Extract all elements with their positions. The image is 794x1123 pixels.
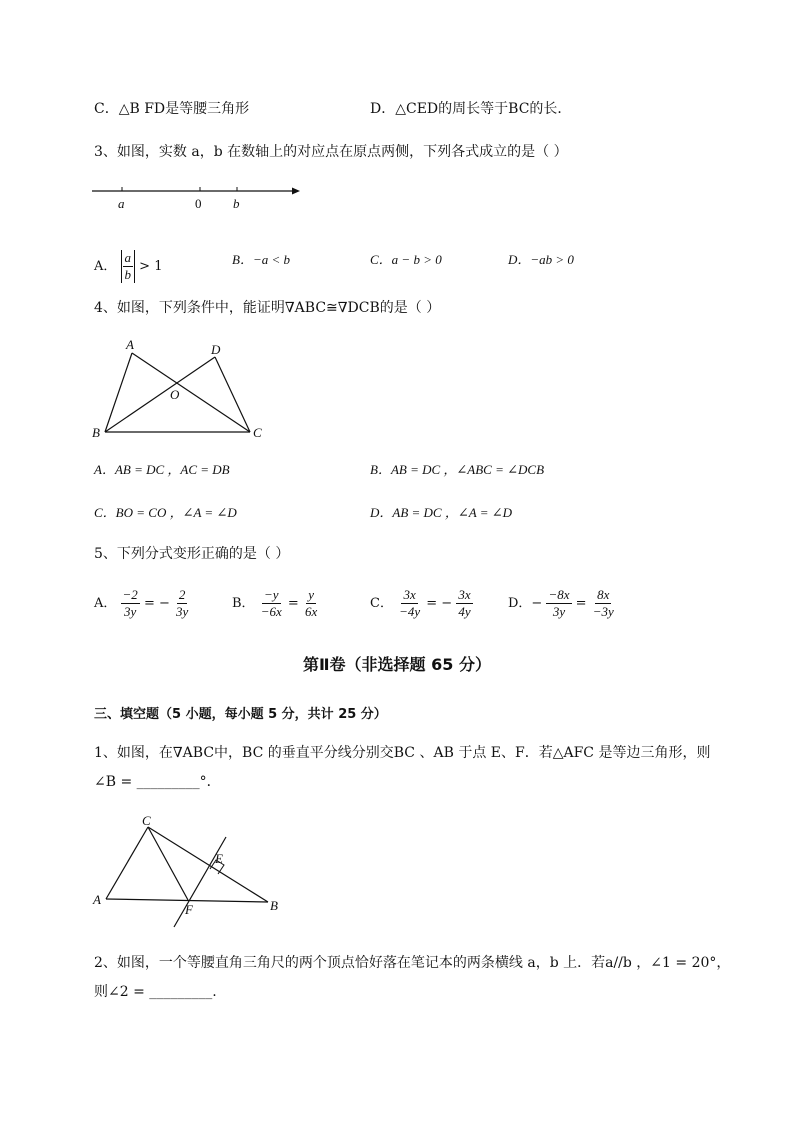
segment-CB [148, 827, 268, 902]
q3-stem: 3、如图，实数 a，b 在数轴上的对应点在原点两侧，下列各式成立的是（ ） [94, 144, 568, 160]
q3-option-a-den: b [124, 267, 132, 282]
q4-figure [90, 335, 280, 445]
q5-option-a-mid: = − [143, 596, 170, 611]
label-B: B [92, 425, 100, 440]
segment-AC [132, 353, 250, 432]
number-line-figure [90, 180, 310, 215]
q4-stem: 4、如图，下列条件中，能证明∇ABC≅∇DCB的是（ ） [94, 300, 441, 316]
f1-figure [90, 815, 290, 935]
q5-option-d [508, 587, 616, 620]
section3-heading: 三、填空题（5 小题，每小题 5 分，共计 25 分） [94, 707, 387, 722]
f2-stem-line1: 2、如图，一个等腰直角三角尺的两个顶点恰好落在笔记本的两条横线 a，b 上．若a//b ，∠1 = 20°， [94, 955, 731, 971]
q3-option-a [94, 250, 162, 283]
segment-DB [105, 357, 215, 432]
q5-option-a-prefix: A． [94, 596, 117, 611]
q2-option-c: C．△B FD是等腰三角形 [94, 101, 250, 117]
q3-option-a-suffix: > 1 [139, 259, 163, 274]
label-A: A [126, 337, 134, 352]
label-C: C [142, 813, 151, 828]
number-line-arrow [292, 188, 300, 195]
label-B: B [270, 898, 278, 913]
q5-stem: 5、下列分式变形正确的是（ ） [94, 546, 290, 562]
part2-title: 第Ⅱ卷（非选择题 65 分） [303, 655, 491, 674]
q5-option-b-rhs: $\frac{y}{6x}$ [304, 587, 318, 619]
q5-option-c-rhs: $\frac{3x}{4y}$ [458, 587, 471, 619]
q3-option-b: B．−a < b [232, 252, 290, 267]
segment-AB [105, 353, 132, 432]
label-E: E [215, 851, 223, 866]
label-C: C [253, 425, 262, 440]
label-D: D [211, 342, 221, 357]
q5-option-b-mid: = [287, 596, 299, 611]
q5-option-a-lhs: $\frac{-2}{3y}$ [122, 587, 138, 619]
q5-option-c-lhs: $\frac{3x}{-4y}$ [399, 587, 421, 619]
q5-option-c-mid: = − [426, 596, 453, 611]
q2-option-d: D．△CED的周长等于BC的长． [370, 101, 572, 117]
q5-option-c [370, 587, 473, 620]
f2-stem-line2: 则∠2 = _________. [94, 984, 217, 1000]
q5-option-d-rhs: $\frac{8x}{-3y}$ [592, 587, 614, 619]
q5-option-d-lhs: $\frac{-8x}{3y}$ [548, 587, 570, 619]
q5-option-b-lhs: $\frac{-y}{-6x}$ [260, 587, 282, 619]
q5-option-b-prefix: B． [232, 596, 255, 611]
label-A: A [93, 892, 101, 907]
label-a: a [118, 196, 125, 211]
q5-option-b [232, 587, 319, 620]
q3-option-d: D．−ab > 0 [508, 252, 574, 267]
label-zero: 0 [195, 196, 202, 211]
q4-option-c: C．BO = CO ，∠A = ∠D [94, 505, 237, 520]
q3-option-c: C．a − b > 0 [370, 252, 442, 267]
segment-CF [148, 827, 188, 900]
q3-option-a-prefix: A． [94, 259, 117, 274]
f1-stem-line2: ∠B = _________°． [94, 774, 221, 790]
label-F: F [185, 902, 193, 917]
q5-option-d-mid: = [575, 596, 587, 611]
label-b: b [233, 196, 240, 211]
q4-option-b: B．AB = DC ，∠ABC = ∠DCB [370, 462, 545, 477]
q4-option-d: D．AB = DC ，∠A = ∠D [370, 505, 513, 520]
segment-CA [106, 827, 148, 899]
label-O: O [170, 387, 180, 402]
q5-option-a [94, 587, 190, 620]
q3-option-a-num: a [124, 250, 132, 265]
q3-option-a-fraction [123, 250, 134, 283]
q5-option-c-prefix: C． [370, 596, 393, 611]
f1-stem-line1: 1、如图，在∇ABC中，BC 的垂直平分线分别交BC 、AB 于点 E、F．若△AFC 是等边三角形，则 [94, 745, 711, 761]
q4-option-a: A．AB = DC ，AC = DB [94, 462, 230, 477]
q5-option-a-rhs: $\frac{2}{3y}$ [176, 587, 189, 619]
q5-option-d-prefix: D．− [508, 596, 543, 611]
